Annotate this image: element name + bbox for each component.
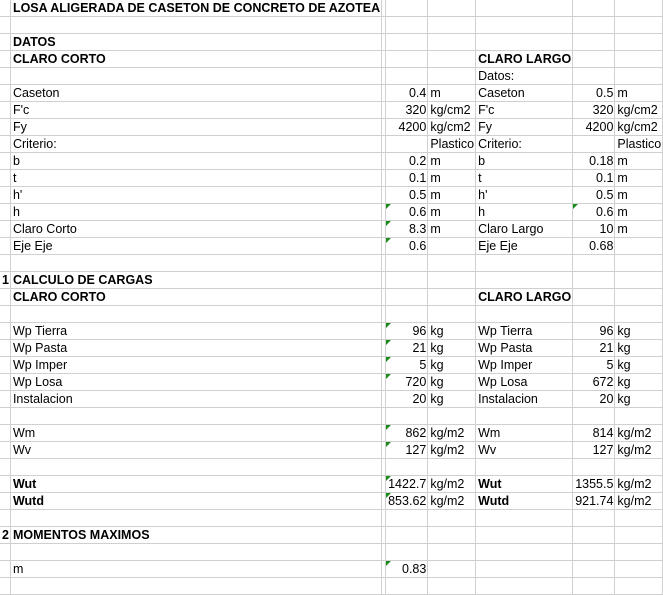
sheet-row <box>0 442 663 459</box>
sheet-cell[interactable]: kg <box>428 357 476 374</box>
sheet-cell[interactable] <box>476 527 573 544</box>
sheet-cell[interactable]: CLARO LARGO <box>476 289 573 306</box>
sheet-cell[interactable] <box>386 68 428 85</box>
sheet-cell[interactable] <box>476 255 573 272</box>
sheet-cell[interactable] <box>476 34 573 51</box>
sheet-cell[interactable] <box>0 459 10 476</box>
sheet-cell[interactable]: 0.5 <box>573 187 615 204</box>
sheet-cell[interactable]: 0.6 <box>386 238 428 255</box>
sheet-cell[interactable] <box>0 323 10 340</box>
sheet-cell[interactable]: Wv <box>476 442 573 459</box>
sheet-cell[interactable]: m <box>615 187 663 204</box>
sheet-cell[interactable] <box>428 0 476 17</box>
sheet-cell[interactable]: m <box>428 204 476 221</box>
sheet-cell[interactable]: kg <box>615 357 663 374</box>
sheet-cell[interactable] <box>386 408 428 425</box>
sheet-cell[interactable]: m <box>615 153 663 170</box>
sheet-row <box>0 306 663 323</box>
sheet-cell[interactable] <box>615 17 663 34</box>
sheet-cell[interactable]: Wutd <box>10 493 381 510</box>
sheet-cell[interactable] <box>476 578 573 595</box>
sheet-cell[interactable]: 1422.7 <box>386 476 428 493</box>
sheet-cell[interactable]: kg/cm2 <box>615 119 663 136</box>
sheet-cell[interactable] <box>0 510 10 527</box>
sheet-cell[interactable]: 0.18 <box>573 153 615 170</box>
sheet-cell[interactable] <box>386 510 428 527</box>
sheet-cell[interactable] <box>0 391 10 408</box>
sheet-cell[interactable] <box>428 408 476 425</box>
sheet-cell[interactable]: kg/m2 <box>615 425 663 442</box>
sheet-row <box>0 170 663 187</box>
sheet-cell[interactable] <box>615 561 663 578</box>
sheet-cell[interactable]: m <box>428 153 476 170</box>
sheet-cell[interactable] <box>0 51 10 68</box>
sheet-cell[interactable]: 10 <box>573 221 615 238</box>
sheet-cell[interactable]: m <box>615 170 663 187</box>
sheet-cell[interactable] <box>0 425 10 442</box>
sheet-cell[interactable] <box>386 544 428 561</box>
sheet-cell[interactable]: 2 <box>2 528 9 542</box>
sheet-cell[interactable]: Caseton <box>476 85 573 102</box>
sheet-row <box>0 289 663 306</box>
sheet-cell[interactable] <box>476 510 573 527</box>
sheet-cell[interactable] <box>428 34 476 51</box>
sheet-cell[interactable] <box>615 459 663 476</box>
sheet-cell[interactable]: h' <box>476 187 573 204</box>
sheet-cell[interactable] <box>386 578 428 595</box>
sheet-row <box>0 221 663 238</box>
sheet-cell[interactable] <box>573 578 615 595</box>
sheet-cell[interactable] <box>0 170 10 187</box>
sheet-cell[interactable] <box>0 544 10 561</box>
sheet-row <box>0 578 663 595</box>
sheet-cell[interactable] <box>0 119 10 136</box>
sheet-cell[interactable] <box>0 34 10 51</box>
sheet-cell[interactable] <box>0 374 10 391</box>
sheet-cell[interactable] <box>615 272 663 289</box>
sheet-cell[interactable] <box>0 0 10 17</box>
sheet-cell[interactable]: 0.5 <box>573 85 615 102</box>
sheet-cell[interactable]: F'c <box>476 102 573 119</box>
sheet-cell[interactable]: h <box>10 204 381 221</box>
sheet-cell[interactable] <box>428 51 476 68</box>
sheet-row <box>0 153 663 170</box>
sheet-cell[interactable]: 814 <box>573 425 615 442</box>
sheet-cell[interactable] <box>573 51 615 68</box>
sheet-cell[interactable] <box>428 289 476 306</box>
sheet-cell[interactable]: 862 <box>386 425 428 442</box>
sheet-cell[interactable]: Wp Tierra <box>476 323 573 340</box>
sheet-cell[interactable] <box>0 357 10 374</box>
sheet-row <box>0 119 663 136</box>
sheet-cell[interactable]: Criterio: <box>476 136 573 153</box>
sheet-cell[interactable]: m <box>428 187 476 204</box>
sheet-cell[interactable] <box>0 493 10 510</box>
sheet-cell[interactable] <box>0 204 10 221</box>
sheet-cell[interactable] <box>476 561 573 578</box>
sheet-cell[interactable] <box>573 255 615 272</box>
sheet-cell[interactable]: kg/m2 <box>615 476 663 493</box>
sheet-cell[interactable]: Wp Tierra <box>10 323 381 340</box>
sheet-cell[interactable]: Wutd <box>476 493 573 510</box>
sheet-row <box>0 85 663 102</box>
sheet-cell[interactable] <box>573 136 615 153</box>
sheet-cell[interactable]: 720 <box>386 374 428 391</box>
sheet-cell[interactable]: 672 <box>573 374 615 391</box>
sheet-cell[interactable]: 0.5 <box>386 187 428 204</box>
sheet-cell[interactable]: Wp Pasta <box>476 340 573 357</box>
sheet-cell[interactable]: kg <box>428 391 476 408</box>
sheet-row <box>0 0 663 17</box>
sheet-cell[interactable]: t <box>10 170 381 187</box>
sheet-cell[interactable]: 127 <box>573 442 615 459</box>
sheet-cell[interactable] <box>428 255 476 272</box>
sheet-cell[interactable] <box>573 289 615 306</box>
sheet-cell[interactable]: kg <box>615 340 663 357</box>
sheet-cell[interactable]: m <box>428 85 476 102</box>
sheet-cell[interactable] <box>615 510 663 527</box>
sheet-cell[interactable]: m <box>428 170 476 187</box>
sheet-cell[interactable] <box>386 34 428 51</box>
sheet-cell[interactable] <box>573 17 615 34</box>
sheet-cell[interactable] <box>615 255 663 272</box>
sheet-cell[interactable] <box>0 408 10 425</box>
sheet-cell[interactable]: Plastico <box>615 136 663 153</box>
sheet-cell[interactable] <box>386 272 428 289</box>
sheet-cell[interactable]: kg/m2 <box>615 442 663 459</box>
sheet-cell[interactable] <box>0 255 10 272</box>
sheet-cell[interactable] <box>476 272 573 289</box>
sheet-cell[interactable] <box>386 527 428 544</box>
sheet-row <box>0 476 663 493</box>
sheet-cell[interactable] <box>615 578 663 595</box>
sheet-cell[interactable] <box>428 306 476 323</box>
sheet-cell[interactable] <box>0 561 10 578</box>
sheet-row <box>0 510 663 527</box>
sheet-row <box>0 459 663 476</box>
sheet-cell[interactable] <box>428 578 476 595</box>
sheet-cell[interactable]: 0.83 <box>386 561 428 578</box>
sheet-cell[interactable]: kg <box>428 374 476 391</box>
sheet-cell[interactable]: Wp Pasta <box>10 340 381 357</box>
sheet-cell[interactable]: kg/cm2 <box>428 102 476 119</box>
sheet-cell[interactable]: kg <box>615 374 663 391</box>
sheet-cell[interactable]: Wp Imper <box>476 357 573 374</box>
sheet-cell[interactable]: 127 <box>386 442 428 459</box>
sheet-cell[interactable] <box>573 544 615 561</box>
sheet-cell[interactable]: b <box>476 153 573 170</box>
sheet-cell[interactable]: Criterio: <box>10 136 381 153</box>
sheet-cell[interactable]: 1 <box>2 273 9 287</box>
sheet-row <box>0 544 663 561</box>
sheet-cell[interactable]: 853.62 <box>386 493 428 510</box>
sheet-cell[interactable] <box>573 68 615 85</box>
sheet-cell[interactable] <box>615 306 663 323</box>
sheet-cell[interactable] <box>10 306 381 323</box>
sheet-cell[interactable]: F'c <box>10 102 381 119</box>
sheet-cell[interactable]: 96 <box>573 323 615 340</box>
sheet-cell[interactable] <box>573 527 615 544</box>
sheet-cell[interactable] <box>428 510 476 527</box>
sheet-cell[interactable]: kg <box>428 340 476 357</box>
sheet-cell[interactable]: 20 <box>573 391 615 408</box>
sheet-cell[interactable]: kg/m2 <box>615 493 663 510</box>
sheet-cell[interactable] <box>10 408 381 425</box>
sheet-cell[interactable]: Instalacion <box>10 391 381 408</box>
sheet-cell[interactable] <box>0 153 10 170</box>
sheet-cell[interactable] <box>615 0 663 17</box>
sheet-cell[interactable] <box>428 17 476 34</box>
sheet-cell[interactable]: kg/m2 <box>428 442 476 459</box>
sheet-row <box>0 187 663 204</box>
sheet-cell[interactable] <box>0 17 10 34</box>
sheet-cell[interactable]: kg/m2 <box>428 425 476 442</box>
sheet-cell[interactable]: 5 <box>386 357 428 374</box>
sheet-row <box>0 238 663 255</box>
sheet-cell[interactable]: h' <box>10 187 381 204</box>
sheet-cell[interactable]: 5 <box>573 357 615 374</box>
sheet-cell[interactable] <box>386 306 428 323</box>
sheet-cell[interactable]: m <box>428 221 476 238</box>
sheet-cell[interactable] <box>10 459 381 476</box>
sheet-cell[interactable]: kg <box>615 323 663 340</box>
sheet-cell[interactable] <box>0 238 10 255</box>
sheet-cell[interactable]: 0.1 <box>573 170 615 187</box>
sheet-cell[interactable] <box>0 85 10 102</box>
sheet-cell[interactable] <box>0 68 10 85</box>
sheet-row <box>0 493 663 510</box>
sheet-cell[interactable]: Wp Losa <box>476 374 573 391</box>
sheet-cell[interactable] <box>573 34 615 51</box>
sheet-cell[interactable]: Wp Imper <box>10 357 381 374</box>
sheet-row <box>0 136 663 153</box>
sheet-cell[interactable]: LOSA ALIGERADA DE CASETON DE CONCRETO DE AZOTEA <box>10 0 381 17</box>
sheet-cell[interactable] <box>573 306 615 323</box>
sheet-cell[interactable]: CLARO CORTO <box>10 51 381 68</box>
sheet-cell[interactable] <box>476 306 573 323</box>
sheet-cell[interactable] <box>10 578 381 595</box>
sheet-cell[interactable]: kg/cm2 <box>428 119 476 136</box>
sheet-cell[interactable]: kg/m2 <box>428 476 476 493</box>
sheet-cell[interactable]: Instalacion <box>476 391 573 408</box>
sheet-cell[interactable] <box>615 544 663 561</box>
sheet-cell[interactable] <box>615 408 663 425</box>
sheet-cell[interactable]: m <box>615 204 663 221</box>
sheet-cell[interactable] <box>10 17 381 34</box>
sheet-cell[interactable]: 0.2 <box>386 153 428 170</box>
sheet-cell[interactable] <box>0 578 10 595</box>
sheet-cell[interactable] <box>428 459 476 476</box>
sheet-cell[interactable]: 4200 <box>386 119 428 136</box>
sheet-cell[interactable]: Wm <box>476 425 573 442</box>
sheet-cell[interactable]: CALCULO DE CARGAS <box>10 272 381 289</box>
sheet-cell[interactable] <box>615 68 663 85</box>
sheet-cell[interactable] <box>0 340 10 357</box>
sheet-row <box>0 357 663 374</box>
sheet-cell[interactable] <box>476 544 573 561</box>
sheet-cell[interactable] <box>386 136 428 153</box>
sheet-row <box>0 51 663 68</box>
sheet-cell[interactable] <box>10 255 381 272</box>
sheet-row <box>0 561 663 578</box>
sheet-cell[interactable]: 8.3 <box>386 221 428 238</box>
sheet-row <box>0 391 663 408</box>
sheet-cell[interactable] <box>615 527 663 544</box>
sheet-cell[interactable]: m <box>10 561 381 578</box>
sheet-cell[interactable]: Caseton <box>10 85 381 102</box>
sheet-cell[interactable] <box>0 136 10 153</box>
sheet-cell[interactable] <box>615 51 663 68</box>
sheet-cell[interactable] <box>573 408 615 425</box>
sheet-cell[interactable]: kg <box>428 323 476 340</box>
sheet-cell[interactable]: m <box>615 85 663 102</box>
sheet-cell[interactable] <box>573 0 615 17</box>
sheet-cell[interactable] <box>428 68 476 85</box>
sheet-cell[interactable] <box>10 68 381 85</box>
sheet-cell[interactable] <box>573 272 615 289</box>
sheet-cell[interactable]: b <box>10 153 381 170</box>
sheet-row <box>0 68 663 85</box>
sheet-cell[interactable] <box>0 289 10 306</box>
sheet-cell[interactable]: Eje Eje <box>476 238 573 255</box>
sheet-cell[interactable]: Wut <box>10 476 381 493</box>
sheet-cell[interactable] <box>386 255 428 272</box>
sheet-cell[interactable]: CLARO LARGO <box>476 51 573 68</box>
sheet-row <box>0 255 663 272</box>
sheet-cell[interactable] <box>573 561 615 578</box>
sheet-cell[interactable]: 21 <box>386 340 428 357</box>
sheet-cell[interactable]: 921.74 <box>573 493 615 510</box>
sheet-cell[interactable]: 0.4 <box>386 85 428 102</box>
sheet-cell[interactable]: 1355.5 <box>573 476 615 493</box>
sheet-row <box>0 17 663 34</box>
sheet-row <box>0 527 663 544</box>
sheet-cell[interactable] <box>476 459 573 476</box>
sheet-cell[interactable] <box>573 510 615 527</box>
sheet-cell[interactable]: h <box>476 204 573 221</box>
sheet-cell[interactable] <box>615 238 663 255</box>
sheet-row <box>0 272 663 289</box>
sheet-cell[interactable] <box>0 476 10 493</box>
sheet-cell[interactable] <box>615 34 663 51</box>
sheet-cell[interactable]: Claro Largo <box>476 221 573 238</box>
sheet-cell[interactable] <box>10 510 381 527</box>
sheet-cell[interactable]: kg <box>615 391 663 408</box>
sheet-cell[interactable]: 0.1 <box>386 170 428 187</box>
sheet-cell[interactable]: 4200 <box>573 119 615 136</box>
sheet-cell[interactable] <box>386 0 428 17</box>
sheet-cell[interactable]: Wv <box>10 442 381 459</box>
sheet-cell[interactable]: Plastico <box>428 136 476 153</box>
sheet-cell[interactable] <box>0 187 10 204</box>
sheet-row <box>0 374 663 391</box>
sheet-cell[interactable] <box>428 527 476 544</box>
sheet-cell[interactable] <box>428 561 476 578</box>
sheet-cell[interactable]: Wp Losa <box>10 374 381 391</box>
sheet-cell[interactable]: t <box>476 170 573 187</box>
sheet-cell[interactable] <box>386 51 428 68</box>
sheet-cell[interactable] <box>0 442 10 459</box>
sheet-cell[interactable] <box>428 272 476 289</box>
sheet-cell[interactable]: 320 <box>386 102 428 119</box>
sheet-row <box>0 408 663 425</box>
sheet-cell[interactable] <box>476 0 573 17</box>
sheet-cell[interactable] <box>386 289 428 306</box>
sheet-cell[interactable]: 320 <box>573 102 615 119</box>
sheet-row <box>0 102 663 119</box>
sheet-cell[interactable]: MOMENTOS MAXIMOS <box>10 527 381 544</box>
sheet-cell[interactable] <box>573 459 615 476</box>
sheet-cell[interactable] <box>386 459 428 476</box>
sheet-cell[interactable]: 0.6 <box>386 204 428 221</box>
sheet-row <box>0 34 663 51</box>
sheet-cell[interactable]: m <box>615 221 663 238</box>
sheet-cell[interactable] <box>10 544 381 561</box>
sheet-row <box>0 340 663 357</box>
sheet-cell[interactable] <box>428 544 476 561</box>
sheet-cell[interactable]: 20 <box>386 391 428 408</box>
sheet-cell[interactable] <box>615 289 663 306</box>
sheet-cell[interactable] <box>428 238 476 255</box>
sheet-cell[interactable]: CLARO CORTO <box>10 289 381 306</box>
sheet-cell[interactable] <box>386 17 428 34</box>
sheet-cell[interactable]: Fy <box>10 119 381 136</box>
sheet-cell[interactable]: Datos: <box>476 68 573 85</box>
sheet-cell[interactable]: 96 <box>386 323 428 340</box>
sheet-cell[interactable] <box>0 102 10 119</box>
sheet-cell[interactable]: DATOS <box>10 34 381 51</box>
sheet-row <box>0 204 663 221</box>
sheet-cell[interactable]: Eje Eje <box>10 238 381 255</box>
sheet-cell[interactable]: Wm <box>10 425 381 442</box>
sheet-cell[interactable] <box>476 17 573 34</box>
sheet-row <box>0 425 663 442</box>
sheet-cell[interactable]: 0.6 <box>573 204 615 221</box>
sheet-cell[interactable] <box>476 408 573 425</box>
sheet-cell[interactable]: kg/cm2 <box>615 102 663 119</box>
sheet-cell[interactable]: Wut <box>476 476 573 493</box>
sheet-cell[interactable]: Fy <box>476 119 573 136</box>
sheet-cell[interactable]: 21 <box>573 340 615 357</box>
sheet-row <box>0 323 663 340</box>
sheet-cell[interactable] <box>0 221 10 238</box>
sheet-cell[interactable]: kg/m2 <box>428 493 476 510</box>
sheet-cell[interactable]: Claro Corto <box>10 221 381 238</box>
sheet-cell[interactable]: 0.68 <box>573 238 615 255</box>
sheet-cell[interactable] <box>0 306 10 323</box>
